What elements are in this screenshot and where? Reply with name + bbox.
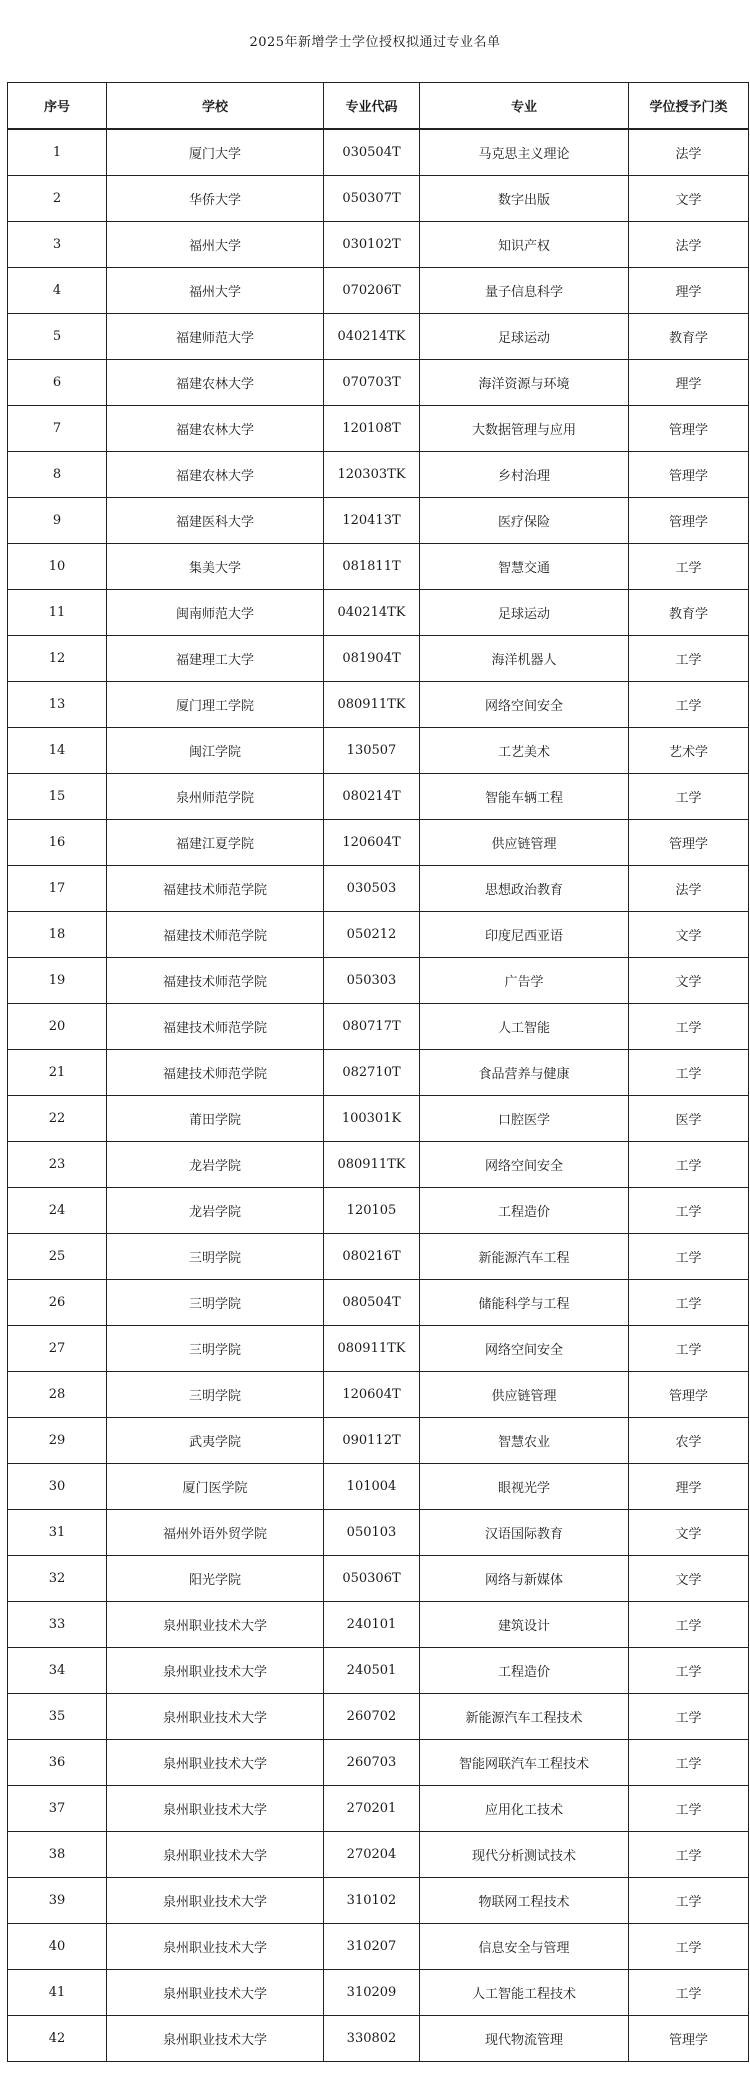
cell-no: 24: [8, 1188, 107, 1234]
table-body: [8, 129, 749, 2062]
cell-major: 智慧农业: [420, 1418, 629, 1464]
cell-school: 泉州职业技术大学: [107, 2016, 324, 2062]
cell-code: 050307T: [324, 176, 420, 222]
cell-major: 足球运动: [420, 314, 629, 360]
cell-school: 福建医科大学: [107, 498, 324, 544]
cell-school: 泉州职业技术大学: [107, 1924, 324, 1970]
cell-major: 汉语国际教育: [420, 1510, 629, 1556]
cell-code: 310209: [324, 1970, 420, 2016]
table-row: [8, 1832, 749, 1878]
table-row: [8, 728, 749, 774]
cell-school: 泉州职业技术大学: [107, 1694, 324, 1740]
cell-category: 管理学: [629, 406, 749, 452]
cell-category: 理学: [629, 268, 749, 314]
header-major: 专业: [420, 83, 629, 130]
cell-major: 供应链管理: [420, 820, 629, 866]
cell-code: 101004: [324, 1464, 420, 1510]
cell-school: 三明学院: [107, 1326, 324, 1372]
header-category: 学位授予门类: [629, 83, 749, 130]
table-row: [8, 360, 749, 406]
cell-category: 艺术学: [629, 728, 749, 774]
cell-category: 工学: [629, 1694, 749, 1740]
cell-category: 工学: [629, 1832, 749, 1878]
cell-code: 240101: [324, 1602, 420, 1648]
cell-school: 泉州职业技术大学: [107, 1740, 324, 1786]
cell-no: 32: [8, 1556, 107, 1602]
cell-category: 工学: [629, 1878, 749, 1924]
cell-code: 050306T: [324, 1556, 420, 1602]
cell-major: 智能网联汽车工程技术: [420, 1740, 629, 1786]
cell-no: 30: [8, 1464, 107, 1510]
cell-code: 130507: [324, 728, 420, 774]
cell-school: 福建技术师范学院: [107, 866, 324, 912]
header-code: 专业代码: [324, 83, 420, 130]
cell-code: 310207: [324, 1924, 420, 1970]
cell-school: 泉州职业技术大学: [107, 1602, 324, 1648]
cell-major: 知识产权: [420, 222, 629, 268]
table-row: [8, 820, 749, 866]
cell-school: 龙岩学院: [107, 1142, 324, 1188]
cell-category: 文学: [629, 958, 749, 1004]
cell-code: 050212: [324, 912, 420, 958]
cell-no: 21: [8, 1050, 107, 1096]
table-header: [8, 83, 749, 130]
cell-category: 工学: [629, 1142, 749, 1188]
cell-school: 福建师范大学: [107, 314, 324, 360]
cell-school: 三明学院: [107, 1372, 324, 1418]
cell-category: 理学: [629, 1464, 749, 1510]
cell-school: 闽南师范大学: [107, 590, 324, 636]
cell-major: 网络空间安全: [420, 1142, 629, 1188]
cell-major: 广告学: [420, 958, 629, 1004]
cell-category: 工学: [629, 1602, 749, 1648]
table-row: [8, 1464, 749, 1510]
cell-major: 足球运动: [420, 590, 629, 636]
cell-no: 17: [8, 866, 107, 912]
cell-school: 福建江夏学院: [107, 820, 324, 866]
cell-no: 23: [8, 1142, 107, 1188]
cell-category: 工学: [629, 1280, 749, 1326]
cell-category: 工学: [629, 1188, 749, 1234]
cell-code: 070206T: [324, 268, 420, 314]
cell-major: 眼视光学: [420, 1464, 629, 1510]
cell-school: 泉州职业技术大学: [107, 1878, 324, 1924]
cell-school: 闽江学院: [107, 728, 324, 774]
cell-major: 应用化工技术: [420, 1786, 629, 1832]
cell-no: 41: [8, 1970, 107, 2016]
cell-code: 040214TK: [324, 314, 420, 360]
table-row: [8, 1142, 749, 1188]
cell-code: 080216T: [324, 1234, 420, 1280]
cell-no: 25: [8, 1234, 107, 1280]
cell-major: 网络与新媒体: [420, 1556, 629, 1602]
cell-major: 乡村治理: [420, 452, 629, 498]
cell-code: 050303: [324, 958, 420, 1004]
table-row: [8, 1556, 749, 1602]
cell-code: 120604T: [324, 1372, 420, 1418]
cell-school: 华侨大学: [107, 176, 324, 222]
cell-category: 工学: [629, 1970, 749, 2016]
table-row: [8, 636, 749, 682]
cell-code: 080214T: [324, 774, 420, 820]
cell-code: 081904T: [324, 636, 420, 682]
cell-code: 030102T: [324, 222, 420, 268]
cell-category: 工学: [629, 1326, 749, 1372]
table-row: [8, 1740, 749, 1786]
table-row: [8, 1510, 749, 1556]
table-row: [8, 498, 749, 544]
table-row: [8, 1694, 749, 1740]
table-row: [8, 268, 749, 314]
cell-major: 海洋机器人: [420, 636, 629, 682]
cell-school: 泉州职业技术大学: [107, 1970, 324, 2016]
cell-major: 口腔医学: [420, 1096, 629, 1142]
cell-code: 270204: [324, 1832, 420, 1878]
header-school: 学校: [107, 83, 324, 130]
cell-code: 240501: [324, 1648, 420, 1694]
cell-major: 量子信息科学: [420, 268, 629, 314]
table-row: [8, 866, 749, 912]
cell-major: 大数据管理与应用: [420, 406, 629, 452]
table-row: [8, 1418, 749, 1464]
cell-code: 030503: [324, 866, 420, 912]
table-row: [8, 406, 749, 452]
header-no: 序号: [8, 83, 107, 130]
cell-code: 080504T: [324, 1280, 420, 1326]
cell-category: 理学: [629, 360, 749, 406]
cell-school: 莆田学院: [107, 1096, 324, 1142]
cell-code: 040214TK: [324, 590, 420, 636]
cell-school: 三明学院: [107, 1280, 324, 1326]
cell-school: 福建技术师范学院: [107, 912, 324, 958]
cell-no: 18: [8, 912, 107, 958]
cell-school: 福州外语外贸学院: [107, 1510, 324, 1556]
cell-no: 38: [8, 1832, 107, 1878]
cell-no: 39: [8, 1878, 107, 1924]
cell-category: 法学: [629, 866, 749, 912]
cell-no: 15: [8, 774, 107, 820]
cell-no: 2: [8, 176, 107, 222]
cell-major: 食品营养与健康: [420, 1050, 629, 1096]
cell-no: 1: [8, 129, 107, 176]
cell-category: 工学: [629, 1648, 749, 1694]
cell-major: 工程造价: [420, 1188, 629, 1234]
cell-no: 34: [8, 1648, 107, 1694]
cell-no: 3: [8, 222, 107, 268]
cell-school: 厦门理工学院: [107, 682, 324, 728]
cell-school: 福建理工大学: [107, 636, 324, 682]
cell-major: 海洋资源与环境: [420, 360, 629, 406]
cell-major: 供应链管理: [420, 1372, 629, 1418]
cell-no: 13: [8, 682, 107, 728]
cell-category: 工学: [629, 1786, 749, 1832]
cell-code: 260702: [324, 1694, 420, 1740]
cell-no: 42: [8, 2016, 107, 2062]
cell-category: 管理学: [629, 498, 749, 544]
cell-school: 福州大学: [107, 268, 324, 314]
cell-category: 文学: [629, 1556, 749, 1602]
cell-major: 现代物流管理: [420, 2016, 629, 2062]
cell-category: 教育学: [629, 314, 749, 360]
table-row: [8, 314, 749, 360]
cell-no: 5: [8, 314, 107, 360]
table-row: [8, 1372, 749, 1418]
cell-major: 人工智能: [420, 1004, 629, 1050]
cell-school: 福州大学: [107, 222, 324, 268]
table-row: [8, 1878, 749, 1924]
cell-major: 建筑设计: [420, 1602, 629, 1648]
cell-major: 现代分析测试技术: [420, 1832, 629, 1878]
cell-school: 厦门大学: [107, 129, 324, 176]
cell-major: 数字出版: [420, 176, 629, 222]
cell-no: 31: [8, 1510, 107, 1556]
cell-code: 080911TK: [324, 1142, 420, 1188]
cell-no: 35: [8, 1694, 107, 1740]
cell-code: 050103: [324, 1510, 420, 1556]
table-row: [8, 912, 749, 958]
table-row: [8, 222, 749, 268]
cell-school: 集美大学: [107, 544, 324, 590]
cell-code: 080717T: [324, 1004, 420, 1050]
table-row: [8, 452, 749, 498]
table-row: [8, 1970, 749, 2016]
cell-code: 082710T: [324, 1050, 420, 1096]
cell-major: 工程造价: [420, 1648, 629, 1694]
cell-category: 工学: [629, 636, 749, 682]
cell-category: 文学: [629, 1510, 749, 1556]
cell-major: 印度尼西亚语: [420, 912, 629, 958]
table-row: [8, 1096, 749, 1142]
cell-major: 网络空间安全: [420, 1326, 629, 1372]
table-row: [8, 129, 749, 176]
cell-code: 080911TK: [324, 1326, 420, 1372]
table-row: [8, 2016, 749, 2062]
cell-no: 12: [8, 636, 107, 682]
cell-category: 工学: [629, 1924, 749, 1970]
cell-school: 泉州职业技术大学: [107, 1786, 324, 1832]
table-row: [8, 1648, 749, 1694]
cell-major: 人工智能工程技术: [420, 1970, 629, 2016]
table-row: [8, 774, 749, 820]
cell-no: 4: [8, 268, 107, 314]
cell-category: 工学: [629, 1234, 749, 1280]
cell-major: 网络空间安全: [420, 682, 629, 728]
cell-category: 工学: [629, 774, 749, 820]
cell-major: 智慧交通: [420, 544, 629, 590]
cell-school: 泉州职业技术大学: [107, 1648, 324, 1694]
cell-no: 27: [8, 1326, 107, 1372]
table-row: [8, 958, 749, 1004]
cell-no: 6: [8, 360, 107, 406]
table-row: [8, 1326, 749, 1372]
cell-school: 福建农林大学: [107, 360, 324, 406]
table-row: [8, 1050, 749, 1096]
cell-school: 泉州职业技术大学: [107, 1832, 324, 1878]
cell-no: 37: [8, 1786, 107, 1832]
cell-category: 管理学: [629, 452, 749, 498]
cell-no: 33: [8, 1602, 107, 1648]
table-row: [8, 1786, 749, 1832]
cell-no: 28: [8, 1372, 107, 1418]
cell-category: 管理学: [629, 2016, 749, 2062]
table-row: [8, 1188, 749, 1234]
cell-major: 信息安全与管理: [420, 1924, 629, 1970]
cell-no: 36: [8, 1740, 107, 1786]
cell-major: 储能科学与工程: [420, 1280, 629, 1326]
cell-code: 120105: [324, 1188, 420, 1234]
cell-code: 310102: [324, 1878, 420, 1924]
cell-school: 福建农林大学: [107, 406, 324, 452]
cell-school: 厦门医学院: [107, 1464, 324, 1510]
cell-major: 思想政治教育: [420, 866, 629, 912]
cell-major: 工艺美术: [420, 728, 629, 774]
cell-category: 工学: [629, 1740, 749, 1786]
cell-no: 16: [8, 820, 107, 866]
cell-category: 工学: [629, 1004, 749, 1050]
cell-code: 260703: [324, 1740, 420, 1786]
cell-no: 29: [8, 1418, 107, 1464]
table-row: [8, 682, 749, 728]
cell-no: 11: [8, 590, 107, 636]
cell-category: 文学: [629, 176, 749, 222]
table-row: [8, 1924, 749, 1970]
cell-category: 法学: [629, 222, 749, 268]
cell-category: 管理学: [629, 1372, 749, 1418]
cell-no: 19: [8, 958, 107, 1004]
cell-code: 120108T: [324, 406, 420, 452]
table-row: [8, 1602, 749, 1648]
cell-no: 40: [8, 1924, 107, 1970]
cell-category: 工学: [629, 544, 749, 590]
cell-category: 文学: [629, 912, 749, 958]
cell-no: 26: [8, 1280, 107, 1326]
cell-school: 三明学院: [107, 1234, 324, 1280]
cell-code: 090112T: [324, 1418, 420, 1464]
cell-school: 泉州师范学院: [107, 774, 324, 820]
cell-school: 福建技术师范学院: [107, 958, 324, 1004]
cell-category: 教育学: [629, 590, 749, 636]
cell-code: 070703T: [324, 360, 420, 406]
cell-category: 法学: [629, 129, 749, 176]
table-row: [8, 176, 749, 222]
cell-code: 120303TK: [324, 452, 420, 498]
cell-major: 医疗保险: [420, 498, 629, 544]
cell-no: 20: [8, 1004, 107, 1050]
table-row: [8, 1004, 749, 1050]
cell-code: 330802: [324, 2016, 420, 2062]
cell-school: 福建农林大学: [107, 452, 324, 498]
cell-major: 新能源汽车工程: [420, 1234, 629, 1280]
cell-category: 农学: [629, 1418, 749, 1464]
cell-no: 10: [8, 544, 107, 590]
cell-code: 120413T: [324, 498, 420, 544]
cell-school: 龙岩学院: [107, 1188, 324, 1234]
cell-school: 福建技术师范学院: [107, 1004, 324, 1050]
cell-major: 马克思主义理论: [420, 129, 629, 176]
cell-no: 7: [8, 406, 107, 452]
major-list-table: [7, 82, 749, 2062]
table-row: [8, 1234, 749, 1280]
cell-category: 管理学: [629, 820, 749, 866]
cell-category: 医学: [629, 1096, 749, 1142]
cell-code: 270201: [324, 1786, 420, 1832]
document-title: 2025年新增学士学位授权拟通过专业名单: [249, 35, 501, 50]
cell-school: 武夷学院: [107, 1418, 324, 1464]
header-row: [8, 83, 749, 130]
cell-major: 新能源汽车工程技术: [420, 1694, 629, 1740]
cell-no: 9: [8, 498, 107, 544]
cell-school: 福建技术师范学院: [107, 1050, 324, 1096]
cell-category: 工学: [629, 682, 749, 728]
cell-no: 14: [8, 728, 107, 774]
cell-category: 工学: [629, 1050, 749, 1096]
table-row: [8, 590, 749, 636]
cell-no: 22: [8, 1096, 107, 1142]
table-row: [8, 544, 749, 590]
cell-school: 阳光学院: [107, 1556, 324, 1602]
cell-major: 智能车辆工程: [420, 774, 629, 820]
cell-no: 8: [8, 452, 107, 498]
cell-major: 物联网工程技术: [420, 1878, 629, 1924]
cell-code: 081811T: [324, 544, 420, 590]
table-row: [8, 1280, 749, 1326]
cell-code: 080911TK: [324, 682, 420, 728]
cell-code: 120604T: [324, 820, 420, 866]
cell-code: 030504T: [324, 129, 420, 176]
cell-code: 100301K: [324, 1096, 420, 1142]
